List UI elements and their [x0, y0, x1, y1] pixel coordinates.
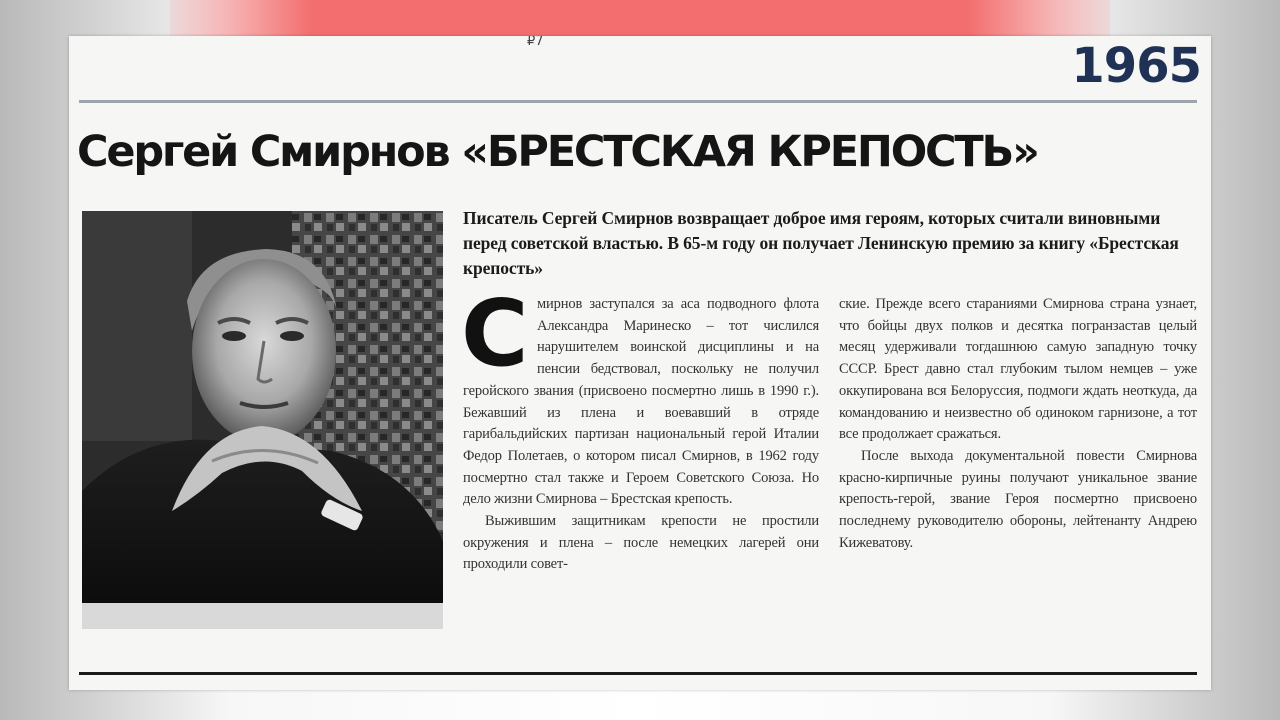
column-1-paragraph-2: Выжившим защитникам крепости не простили окружения и плена – после немецких лагерей они проходили совет- — [463, 513, 819, 573]
column-1-paragraph-1 — [461, 280, 819, 511]
top-divider — [79, 100, 1197, 103]
article-column-2 — [839, 294, 1197, 554]
year-label: 1965 — [1071, 38, 1201, 94]
drop-cap: С — [461, 280, 529, 387]
portrait-photo — [82, 211, 443, 629]
slide-top-accent-bar — [170, 0, 1110, 36]
newspaper-clipping — [69, 36, 1211, 690]
portrait-illustration — [82, 211, 443, 629]
column-1-paragraph-1-text: мирнов заступался за аса подводного флота Александра Маринеско – тот числился нарушителем воинской дисциплины и на пенсии бедствовал, поскольку не получил геройского звания (присвоено посмертно лишь в 1990 г.). Бежавший из плена и воевавший в отряде гарибальдийских партизан национальный герой Италии Федор Полетаев, о котором писал Смирнов, в 1962 году посмертно стал также и Героем Советского Союза. Но дело жизни Смирнова – Брестская крепость. — [463, 296, 819, 508]
article-lead: Писатель Сергей Смирнов возвращает доброе имя героям, которых считали виновными перед советской властью. В 65-м году он получает Ленинскую премию за книгу «Брестская крепость» — [463, 208, 1179, 278]
column-2-paragraph-2: После выхода документальной повести Смирнова красно-кирпичные руины получают уникальное звание крепость-герой, звание Героя посмертно присвоено последнему руководителю обороны, лейтенанту Андрею Кижеватову. — [839, 447, 1197, 551]
article-column-1 — [461, 280, 819, 576]
article-headline: Сергей Смирнов «БРЕСТСКАЯ КРЕПОСТЬ» — [77, 127, 1038, 177]
page-corner-mark: ₽7 — [527, 36, 544, 49]
column-2-paragraph-1: ские. Прежде всего стараниями Смирнова страна узнает, что бойцы двух полков и десятка погранзастав целый месяц удерживали тогдашнюю самую западную точку СССР. Брест давно стал глубоким тылом немцев – уже оккупирована вся Белоруссия, подмоги ждать неоткуда, да командованию и неизвестно об одиноком гарнизоне, а тот все продолжает сражаться. — [839, 296, 1197, 443]
bottom-divider — [79, 672, 1197, 675]
